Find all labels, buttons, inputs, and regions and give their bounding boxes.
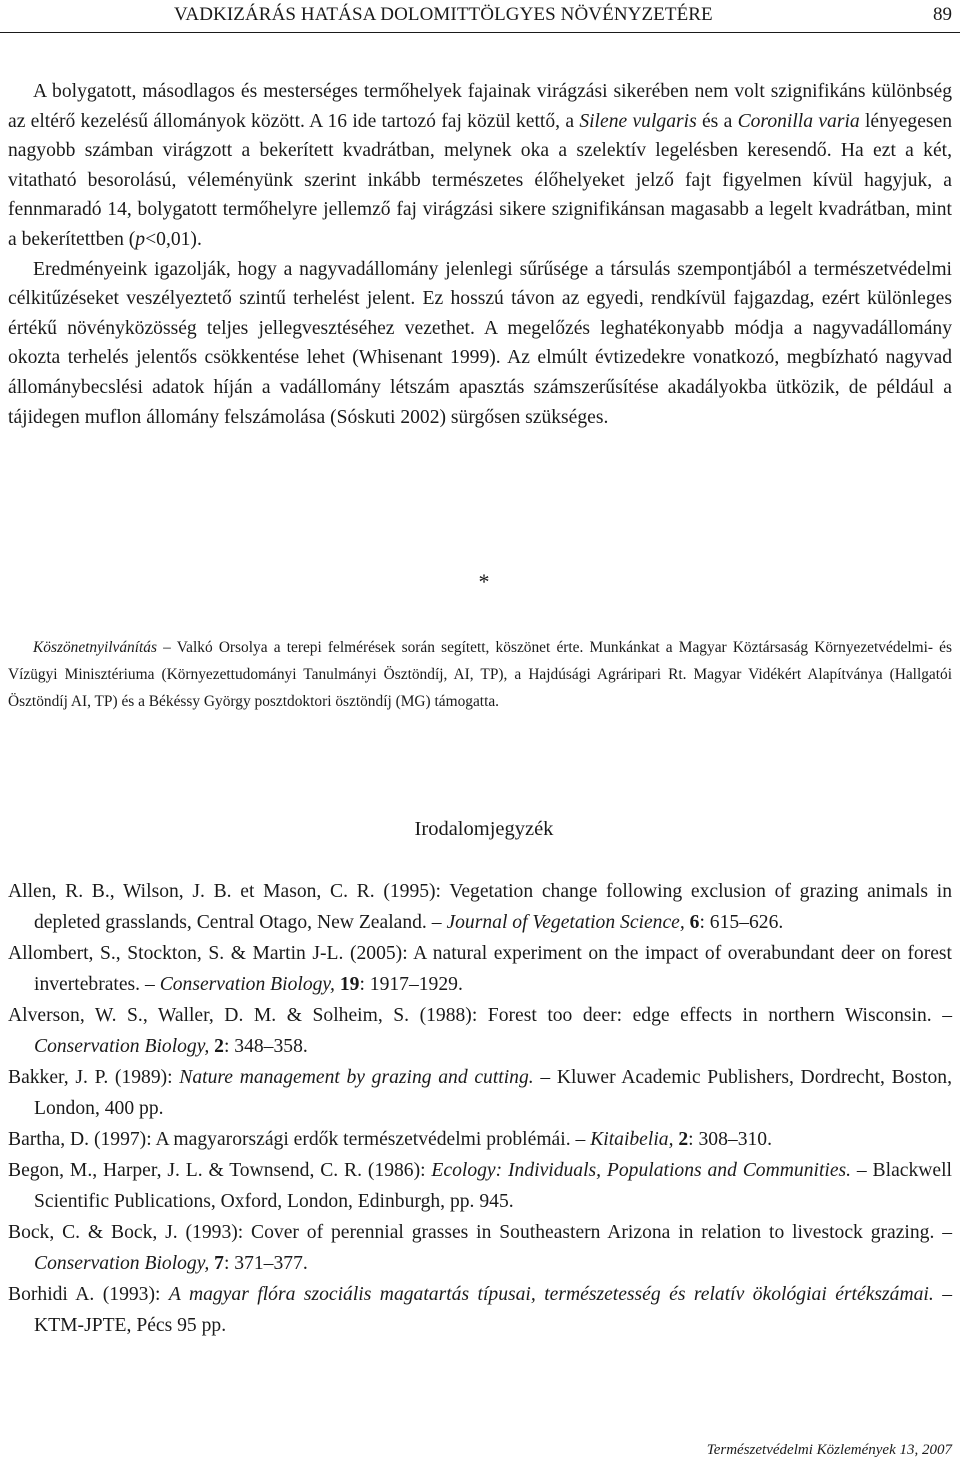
species-name: Silene vulgaris xyxy=(579,110,697,132)
paragraph-text: lényegesen nagyobb számban virágzott a bekerített kvadrátban, melynek oka a szelektív legelésben keresendő. Ha ezt a két, vitatható besorolású, véleményünk szerint inkább természetes élőhelyeket jelző fajt figyelmen kívül hagyjuk, a fennmaradó 14, bolygatott termőhelyre jellemző faj virágzási sikere szignifikánsan magasabb a legelt kvadrátban, mint a bekerítettben ( xyxy=(8,110,953,250)
reference-item: Bartha, D. (1997): A magyarországi erdők természetvédelmi problémái. – Kitaibelia, 2: 308–310. xyxy=(8,1129,772,1150)
acknowledgement xyxy=(8,634,952,716)
reference-item: Allombert, S., Stockton, S. & Martin J-L. (2005): A natural experiment on the impact of overabundant deer on forest invertebrates. – Conservation Biology, 19: 1917–1929. xyxy=(8,943,952,995)
paragraph-text: és a xyxy=(696,110,738,132)
reference-item: Alverson, W. S., Waller, D. M. & Solheim, S. (1988): Forest too deer: edge effects in northern Wisconsin. – Conservation Biology, 2: 348–358. xyxy=(8,1005,952,1057)
reference-item: Begon, M., Harper, J. L. & Townsend, C. R. (1986): Ecology: Individuals, Populations and Communities. – Blackwell Scientific Publications, Oxford, London, Edinburgh, pp. 945. xyxy=(8,1160,952,1212)
paragraph-1 xyxy=(8,77,952,255)
paragraph-text: A bolygatott, másodlagos és mesterséges termőhelyek fajainak virágzási sikerében nem volt szignifikáns különbség az eltérő kezelésű állományok között. A 16 ide tartozó faj közül kettő, a xyxy=(8,81,952,132)
running-title: VADKIZÁRÁS HATÁSA DOLOMITTÖLGYES NÖVÉNYZETÉRE xyxy=(174,4,713,25)
page-number: 89 xyxy=(933,4,952,25)
reference-item: Borhidi A. (1993): A magyar flóra szociális magatartás típusai, természetesség és relatív ökológiai értékszámai. – KTM-JPTE, Pécs 95 pp. xyxy=(8,1284,952,1336)
journal-footer: Természetvédelmi Közlemények 13, 2007 xyxy=(706,1442,952,1458)
references-heading: Irodalomjegyzék xyxy=(414,818,554,840)
section-separator: * xyxy=(478,569,490,594)
reference-item: Allen, R. B., Wilson, J. B. et Mason, C. R. (1995): Vegetation change following exclusion of grazing animals in depleted grasslands, Central Otago, New Zealand. – Journal of Vegetation Science, 6: 615–626. xyxy=(8,881,952,933)
acknowledgement-text: – Valkó Orsolya a terepi felmérések során segített, köszönet érte. Munkánkat a Magyar Köztársaság Környezetvédelmi- és Vízügyi Minisztériuma (Környezettudományi Tanulmányi Ösztöndíj, AI, TP), a Hajdúsági Agráripari Rt. Magyar Vidékért Alapítványa (Hallgatói Ösztöndíj AI, TP) és a Békéssy György posztdoktori ösztöndíj (MG) támogatta. xyxy=(8,639,952,711)
statistic-symbol: p xyxy=(135,228,146,250)
paragraph-2: Eredményeink igazolják, hogy a nagyvadállomány jelenlegi sűrűsége a társulás szempontjából a természetvédelmi célkitűzéseket veszélyeztető szintű terhelést jelent. Ez hosszú távon az egyedi, rendkívül fajgazdag, ezért különleges értékű növényközösség teljes jellegvesztéséhez vezethet. A megelőzés leghatékonyabb módja a nagyvadállomány okozta terhelés jelentős csökkentése lehet (Whisenant 1999). Az elmúlt évtizedekre vonatkozó, megbízható nagyvad állománybecslési adatok híján a vadállomány létszám apasztás számszerűsítése akadályokba ütközik, de például a tájidegen muflon állomány felszámolása (Sóskuti 2002) sürgősen szükséges. xyxy=(8,258,952,428)
species-name: Coronilla varia xyxy=(737,110,860,132)
paragraph-text: <0,01). xyxy=(145,228,202,250)
body-text xyxy=(8,77,952,432)
reference-list xyxy=(8,876,952,1341)
reference-item: Bock, C. & Bock, J. (1993): Cover of perennial grasses in Southeastern Arizona in relation to livestock grazing. – Conservation Biology, 7: 371–377. xyxy=(8,1222,952,1274)
acknowledgement-label: Köszönetnyilvánítás xyxy=(33,639,157,656)
page-header xyxy=(0,2,960,33)
reference-item: Bakker, J. P. (1989): Nature management by grazing and cutting. – Kluwer Academic Publishers, Dordrecht, Boston, London, 400 pp. xyxy=(8,1067,952,1119)
